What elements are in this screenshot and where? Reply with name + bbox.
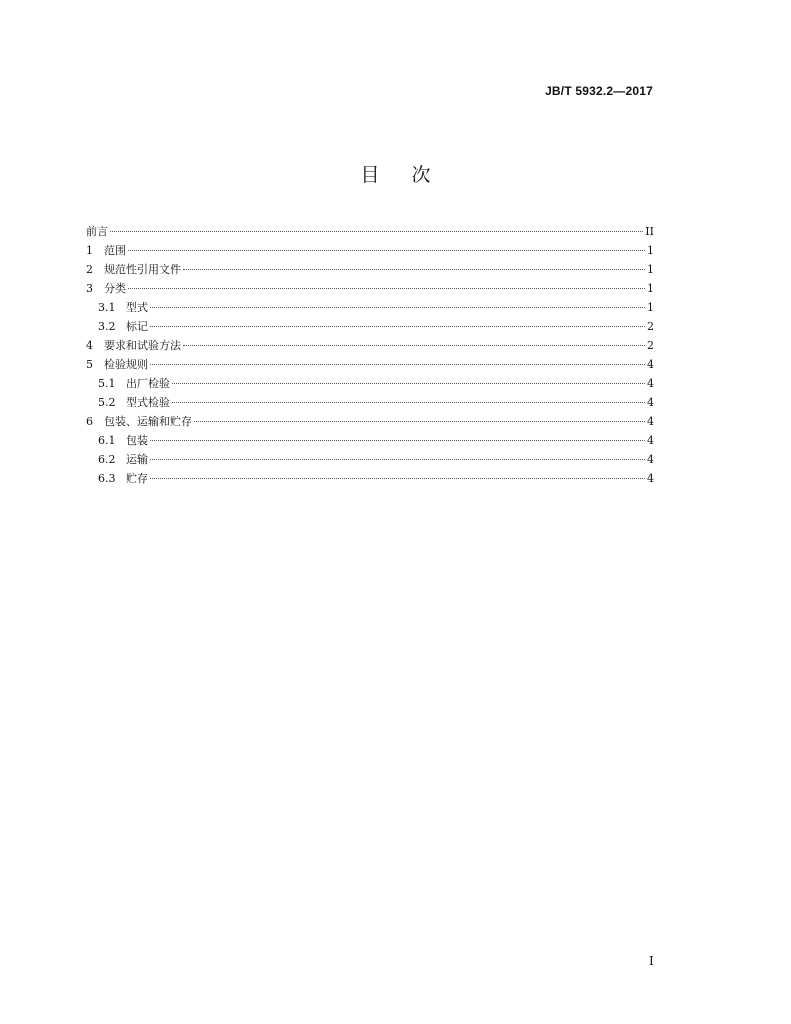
toc-entry-label: 出厂检验 [126,377,170,390]
toc-entry-number: 6 [86,415,93,428]
toc-entry-number: 3.2 [98,320,116,333]
toc-entry-number: 6.3 [98,472,116,485]
toc-entry-page: 1 [647,282,654,295]
toc-entry[interactable] [86,317,654,336]
toc-entry-number: 5 [86,358,93,371]
toc-entry-number: 5.2 [98,396,116,409]
toc-entry[interactable] [86,222,654,241]
toc-entry[interactable] [86,393,654,412]
toc-entry-label: 贮存 [126,472,148,485]
toc-entry-page: 4 [647,472,654,485]
toc-entry-page: 4 [647,453,654,466]
toc-entry-number: 1 [86,244,93,257]
toc-entry-label: 型式检验 [126,396,170,409]
toc-entry-number: 5.1 [98,377,116,390]
toc-entry-page: 1 [647,263,654,276]
dot-leader [183,269,645,270]
toc-entry-page: II [645,225,654,238]
toc-entry-label: 包装 [126,434,148,447]
toc-entry-page: 4 [647,358,654,371]
dot-leader [128,250,645,251]
toc-entry-label: 要求和试验方法 [104,339,181,352]
toc-entry-label: 分类 [104,282,126,295]
toc-entry-page: 2 [647,320,654,333]
dot-leader [150,307,645,308]
dot-leader [172,402,645,403]
toc-entry-page: 4 [647,415,654,428]
dot-leader [172,383,645,384]
toc-entry[interactable] [86,431,654,450]
toc-entry-label: 运输 [126,453,148,466]
toc-entry-label: 前言 [86,225,108,238]
toc-entry-number: 2 [86,263,93,276]
table-of-contents [86,222,654,488]
toc-entry-page: 4 [647,396,654,409]
toc-entry[interactable] [86,298,654,317]
toc-entry[interactable] [86,355,654,374]
dot-leader [194,421,645,422]
toc-entry-page: 4 [647,434,654,447]
toc-entry-number: 4 [86,339,93,352]
toc-entry-number: 3.1 [98,301,116,314]
toc-entry-label: 包装、运输和贮存 [104,415,192,428]
toc-entry[interactable] [86,241,654,260]
toc-entry-label: 型式 [126,301,148,314]
toc-title: 目次 [360,164,463,186]
dot-leader [150,364,645,365]
toc-entry[interactable] [86,412,654,431]
dot-leader [110,231,643,232]
dot-leader [183,345,645,346]
toc-entry-page: 1 [647,301,654,314]
toc-entry-label: 检验规则 [104,358,148,371]
dot-leader [150,478,645,479]
toc-entry[interactable] [86,469,654,488]
toc-entry[interactable] [86,450,654,469]
toc-entry[interactable] [86,279,654,298]
dot-leader [150,459,645,460]
toc-entry-number: 3 [86,282,93,295]
toc-entry[interactable] [86,336,654,355]
toc-entry[interactable] [86,374,654,393]
toc-entry-number: 6.2 [98,453,116,466]
toc-entry-page: 4 [647,377,654,390]
toc-entry-label: 标记 [126,320,148,333]
toc-entry-label: 规范性引用文件 [104,263,181,276]
dot-leader [150,440,645,441]
dot-leader [150,326,645,327]
toc-entry-page: 2 [647,339,654,352]
toc-entry-label: 范围 [104,244,126,257]
toc-entry[interactable] [86,260,654,279]
toc-entry-number: 6.1 [98,434,116,447]
dot-leader [128,288,645,289]
page-number: I [649,954,654,968]
standard-code: JB/T 5932.2—2017 [545,84,653,98]
toc-entry-page: 1 [647,244,654,257]
